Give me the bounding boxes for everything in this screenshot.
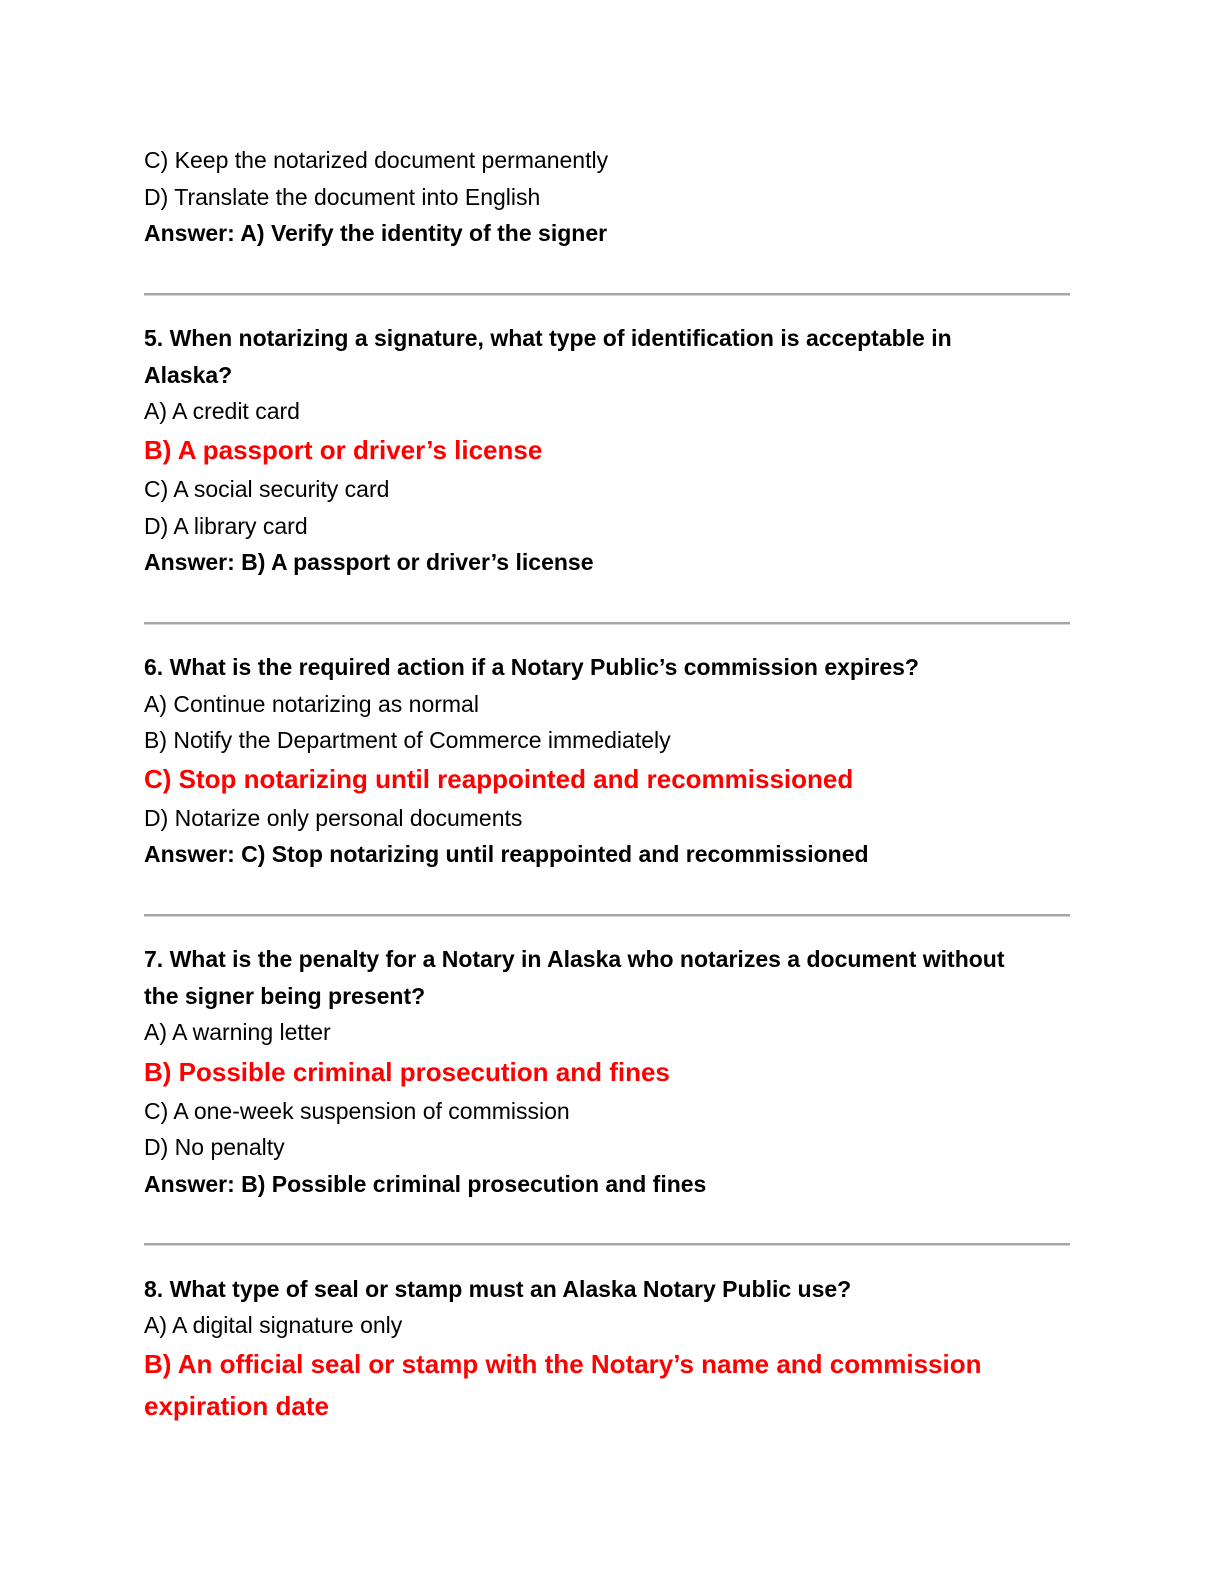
q5-answer: Answer: B) A passport or driver’s license	[144, 549, 594, 575]
q5-question-line2: Alaska?	[144, 362, 233, 388]
q5-option-c: C) A social security card	[144, 476, 390, 502]
q8-option-b-correct-line1: B) An official seal or stamp with the Notary’s name and commission	[144, 1349, 982, 1379]
q8-option-a: A) A digital signature only	[144, 1312, 403, 1338]
q6-option-a: A) Continue notarizing as normal	[144, 691, 479, 717]
q7-answer: Answer: B) Possible criminal prosecution and fines	[144, 1171, 707, 1197]
q5-option-b-correct: B) A passport or driver’s license	[144, 435, 543, 465]
q6-answer: Answer: C) Stop notarizing until reappointed and recommissioned	[144, 841, 869, 867]
divider	[144, 293, 1070, 296]
q8-question-line1: 8. What type of seal or stamp must an Alaska Notary Public use?	[144, 1276, 852, 1302]
q6-option-b: B) Notify the Department of Commerce immediately	[144, 727, 671, 753]
q7-question-line1: 7. What is the penalty for a Notary in Alaska who notarizes a document without	[144, 946, 1005, 972]
divider	[144, 914, 1070, 917]
q7-option-c: C) A one-week suspension of commission	[144, 1098, 570, 1124]
q4-option-d: D) Translate the document into English	[144, 184, 541, 210]
q6-option-c-correct: C) Stop notarizing until reappointed and recommissioned	[144, 764, 854, 794]
q7-option-a: A) A warning letter	[144, 1019, 331, 1045]
q7-option-b-correct: B) Possible criminal prosecution and fines	[144, 1057, 670, 1087]
q5-option-a: A) A credit card	[144, 398, 300, 424]
q6-option-d: D) Notarize only personal documents	[144, 805, 523, 831]
q5-option-d: D) A library card	[144, 513, 308, 539]
q6-question-line1: 6. What is the required action if a Notary Public’s commission expires?	[144, 654, 919, 680]
q5-question-line1: 5. When notarizing a signature, what type of identification is acceptable in	[144, 325, 952, 351]
divider	[144, 1243, 1070, 1246]
q4-answer: Answer: A) Verify the identity of the signer	[144, 220, 608, 246]
q4-option-c: C) Keep the notarized document permanently	[144, 147, 609, 173]
q8-option-b-correct-line2: expiration date	[144, 1391, 329, 1421]
q7-option-d: D) No penalty	[144, 1134, 285, 1160]
q7-question-line2: the signer being present?	[144, 983, 426, 1009]
divider	[144, 622, 1070, 625]
